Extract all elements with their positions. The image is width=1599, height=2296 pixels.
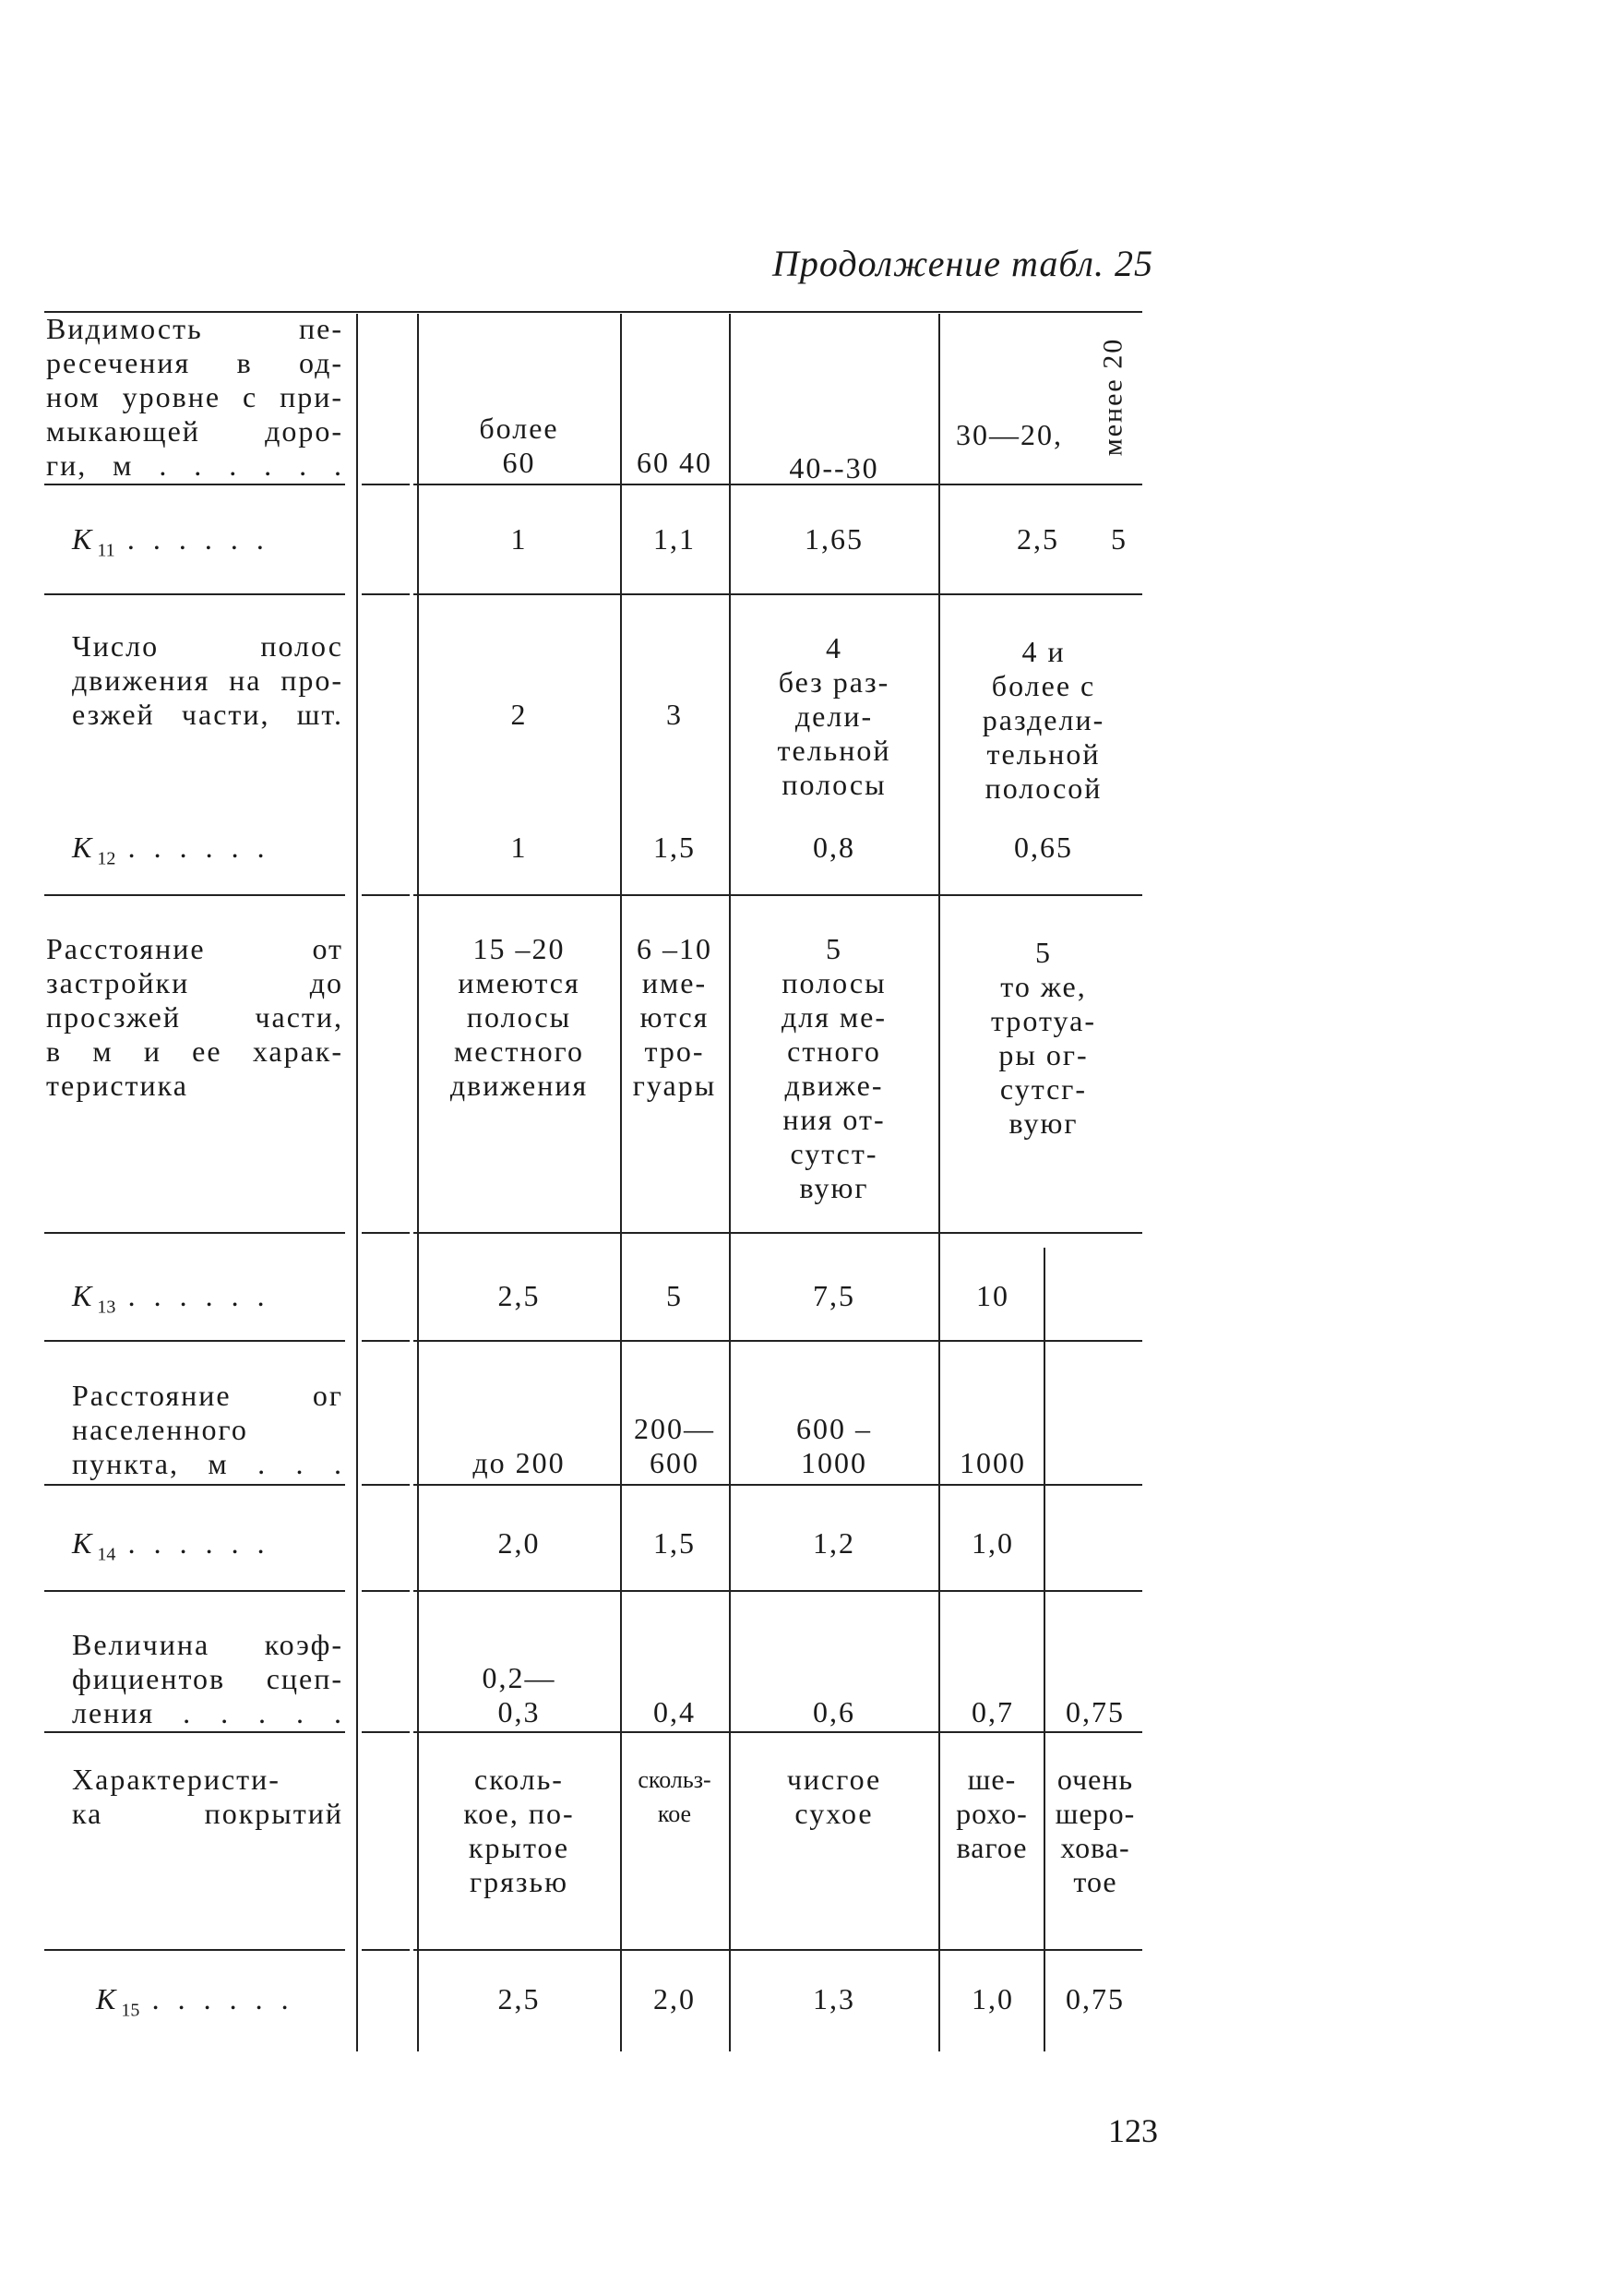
cell-value: 60 40 xyxy=(637,446,712,479)
k-value: 2,5 xyxy=(497,1982,541,2015)
rule xyxy=(44,1340,345,1342)
rule xyxy=(44,894,345,896)
rule xyxy=(413,1340,1142,1342)
k-value: 1,65 xyxy=(805,522,864,556)
cell-value: более 60 xyxy=(479,412,559,479)
k-value: 10 xyxy=(976,1279,1009,1312)
k-value: 2,5 xyxy=(1017,522,1059,556)
rule xyxy=(362,593,410,595)
rule xyxy=(362,894,410,896)
cell-value: 0,2— 0,3 xyxy=(482,1661,556,1728)
k-value: 1,5 xyxy=(653,831,696,864)
cell-value: 2 xyxy=(510,698,528,731)
k-value: 2,5 xyxy=(497,1279,541,1312)
rule xyxy=(417,314,419,2051)
cell-value: ше- рохо- вагое xyxy=(956,1763,1028,1864)
k-value: 1,5 xyxy=(653,1526,696,1560)
rule xyxy=(362,1484,410,1486)
cell-value-vertical: менее 20 xyxy=(1097,337,1128,457)
k-value: 1,0 xyxy=(972,1982,1014,2015)
k-value: 0,8 xyxy=(813,831,855,864)
cell-value: 1000 xyxy=(960,1446,1026,1479)
cell-value: до 200 xyxy=(472,1446,566,1479)
row-label-adhesion: Величина коэф- фициентов сцеп- ления . . . . . xyxy=(72,1628,343,1729)
rule xyxy=(413,1484,1142,1486)
cell-value: скольз- кое xyxy=(638,1766,711,1827)
k-value: 5 xyxy=(666,1279,683,1312)
rule xyxy=(1044,1248,1045,2051)
k-value: 0,65 xyxy=(1014,831,1073,864)
cell-value: 4 и более с раздели- тельной полосой xyxy=(982,635,1105,805)
table-caption: Продолжение табл. 25 xyxy=(771,243,1153,284)
cell-value: 5 полосы для ме- стного движе- ния от- сутст- вуюг xyxy=(781,932,888,1204)
k-value: 7,5 xyxy=(813,1279,855,1312)
k-value: 1 xyxy=(510,522,528,556)
k-value: 1,3 xyxy=(813,1982,855,2015)
k-value: 5 xyxy=(1111,522,1128,556)
rule xyxy=(938,314,940,2051)
rule xyxy=(44,484,345,485)
rule xyxy=(413,593,1142,595)
k-label: $K_{15}$ . . . . . . xyxy=(96,1982,295,2021)
k-value: 1,0 xyxy=(972,1526,1014,1560)
cell-value: 200— 600 xyxy=(634,1412,715,1479)
cell-value: 6 –10 име- ются тро- гуары xyxy=(632,932,717,1102)
rule xyxy=(362,1949,410,1951)
rule xyxy=(44,1232,345,1234)
cell-value: 4 без раз- дели- тельной полосы xyxy=(777,631,891,801)
row-label-lanes: Число полос движения на про- езжей части, шт. xyxy=(72,629,343,731)
cell-value: 40--30 xyxy=(789,451,879,484)
cell-value: 15 –20 имеются полосы местного движения xyxy=(449,932,589,1102)
page-number: 123 xyxy=(1108,2112,1158,2149)
k-value: 1,2 xyxy=(813,1526,855,1560)
rule xyxy=(44,1731,345,1733)
rule xyxy=(356,314,358,2051)
k-value: 2,0 xyxy=(497,1526,541,1560)
rule xyxy=(44,1484,345,1486)
k-label: $K_{12}$ . . . . . . xyxy=(72,831,271,869)
k-label: $K_{14}$ . . . . . . xyxy=(72,1526,271,1565)
cell-value: 3 xyxy=(666,698,683,731)
row-label-surface: Характеристи- ка покрытий xyxy=(72,1763,343,1830)
rule xyxy=(413,894,1142,896)
rule xyxy=(362,1232,410,1234)
rule xyxy=(44,593,345,595)
cell-value: 0,7 xyxy=(972,1695,1014,1728)
cell-value: сколь- кое, по- крытое грязью xyxy=(463,1763,575,1898)
cell-value: 30—20, xyxy=(956,418,1063,451)
rule xyxy=(362,1731,410,1733)
cell-value: чисгое сухое xyxy=(786,1763,882,1830)
rule xyxy=(413,1590,1142,1592)
cell-value: очень шеро- хова- тое xyxy=(1055,1763,1136,1898)
rule xyxy=(413,1232,1142,1234)
rule xyxy=(362,484,410,485)
k-value: 2,0 xyxy=(653,1982,696,2015)
k-value: 0,75 xyxy=(1066,1982,1125,2015)
rule xyxy=(44,1949,345,1951)
rule xyxy=(362,1590,410,1592)
rule xyxy=(413,1731,1142,1733)
k-value: 1 xyxy=(510,831,528,864)
k-label: $K_{13}$ . . . . . . xyxy=(72,1279,271,1318)
cell-value: 5 то же, тротуа- ры ог- сутсг- вуюг xyxy=(991,936,1096,1140)
cell-value: 0,75 xyxy=(1066,1695,1125,1728)
cell-value: 0,6 xyxy=(813,1695,855,1728)
rule xyxy=(729,314,731,2051)
k-value: 1,1 xyxy=(653,522,696,556)
k-label: $K_{11}$ . . . . . . xyxy=(72,522,270,561)
rule xyxy=(362,1340,410,1342)
cell-value: 0,4 xyxy=(653,1695,696,1728)
cell-value: 600 – 1000 xyxy=(796,1412,872,1479)
row-label-building-distance: Расстояние от застройки до просзжей части, в м и ее харак- теристика xyxy=(46,932,343,1102)
row-label-visibility: Видимость пе- ресечения в од- ном уровне с при- мыкающей доро- ги, м . . . . . . xyxy=(46,312,343,482)
rule xyxy=(413,1949,1142,1951)
rule xyxy=(44,1590,345,1592)
row-label-settlement-distance: Расстояние ог населенного пункта, м . . . xyxy=(72,1379,343,1480)
